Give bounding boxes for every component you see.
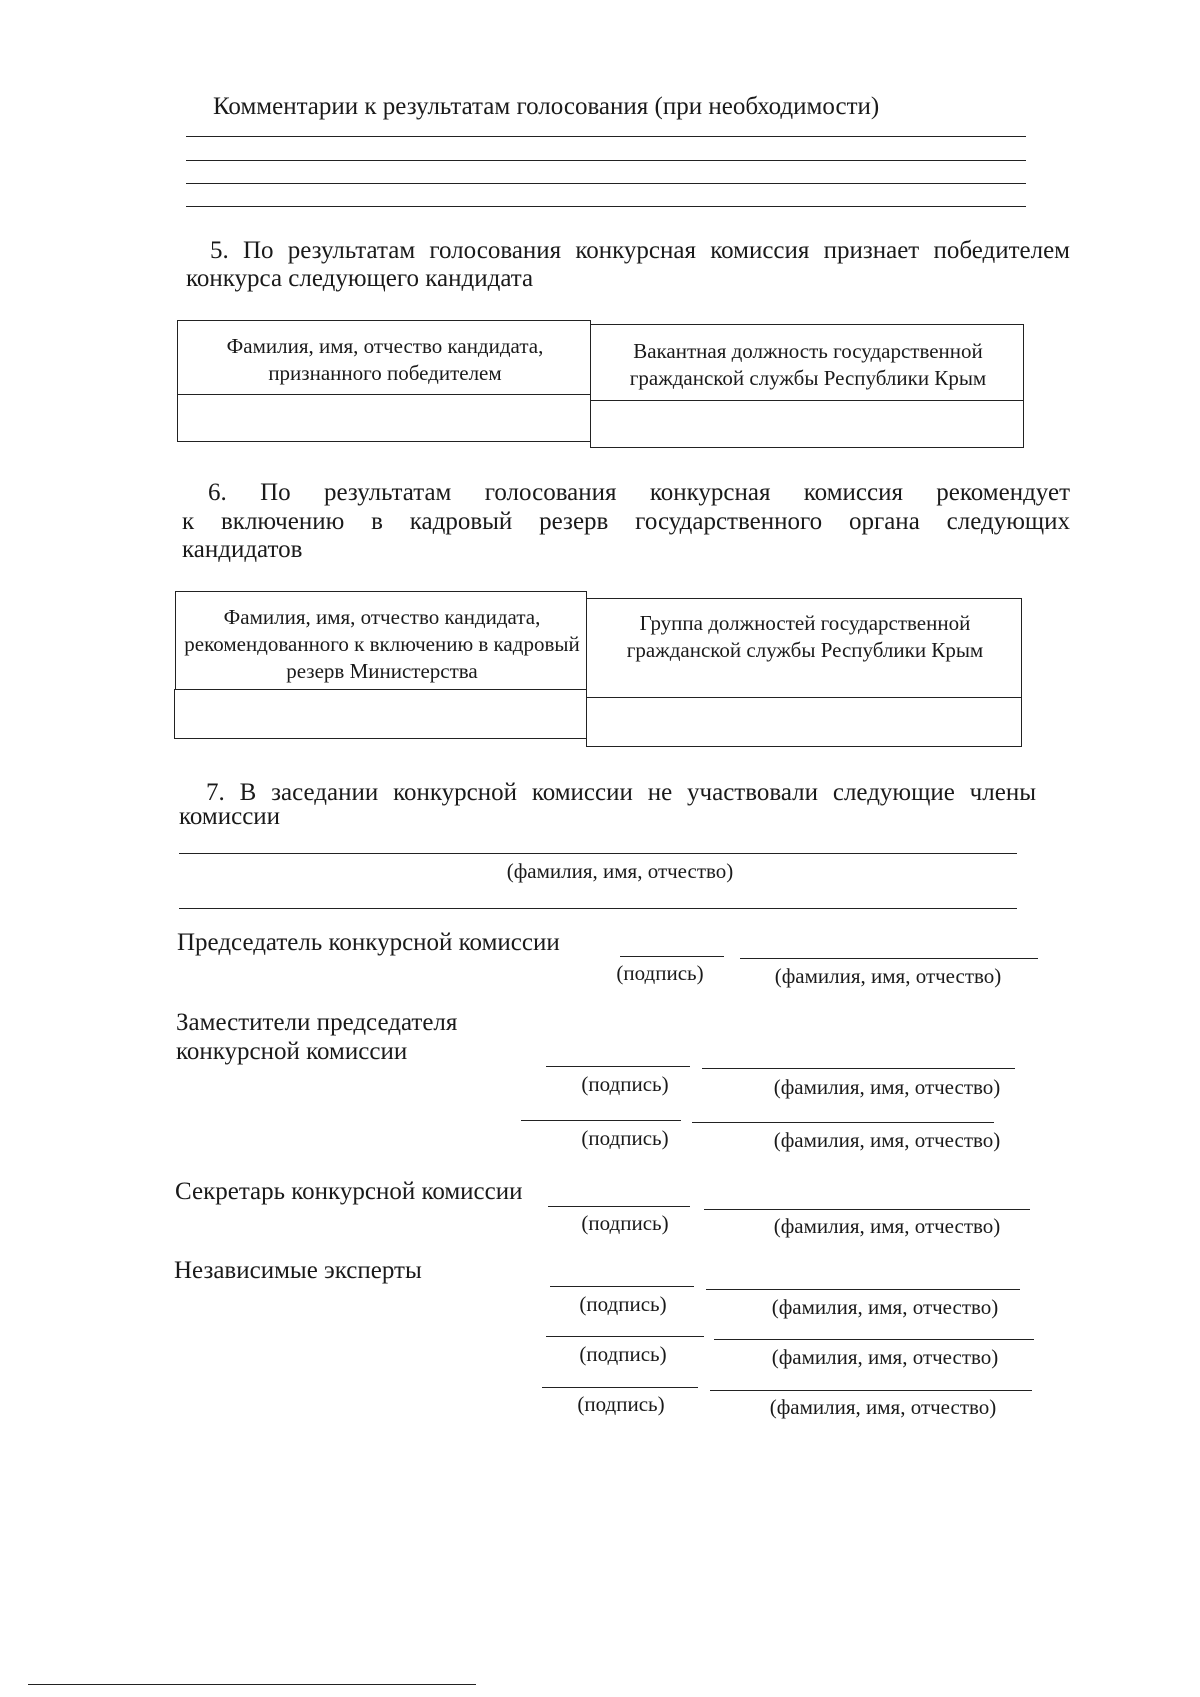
section7-text-line1: 7. В заседании конкурсной комиссии не участвовали следующие члены [206,779,1036,806]
expert1-name-caption: (фамилия, имя, отчество) [771,1295,999,1319]
chairman-name-caption: (фамилия, имя, отчество) [774,964,1002,988]
deputy2-name-line [692,1122,994,1123]
absent-member-line-1 [179,853,1017,854]
section7-text-line2: комиссии [179,803,281,830]
deputy2-name-caption: (фамилия, имя, отчество) [773,1128,1001,1152]
section5-col1-header: Фамилия, имя, отчество кандидата, признанного победителем [226,334,544,385]
comment-line-4 [186,206,1026,207]
chairman-name-line [740,958,1038,959]
section6-text-line1: 6. По результатам голосования конкурсная комиссия рекомендует [208,479,1070,506]
deputies-label-line1: Заместители председателя [176,1009,458,1036]
deputies-label-line2: конкурсной комиссии [176,1038,408,1065]
section6-text-line2: к включению в кадровый резерв государственного органа следующих [182,508,1070,535]
deputy1-name-line [702,1068,1015,1069]
section5-header-cell-1 [177,320,591,395]
expert2-name-caption: (фамилия, имя, отчество) [771,1345,999,1369]
expert3-signature-caption: (подпись) [577,1392,665,1416]
expert1-name-line [706,1289,1020,1290]
expert2-name-line [714,1339,1034,1340]
comment-line-2 [186,160,1026,161]
chairman-signature-line [620,956,724,957]
section5-value-cell-2 [590,400,1024,448]
comment-line-1 [186,136,1026,137]
expert1-signature-caption: (подпись) [579,1292,667,1316]
chairman-signature-caption: (подпись) [616,961,704,985]
secretary-signature-line [548,1206,690,1207]
comments-label: Комментарии к результатам голосования (при необходимости) [213,93,880,120]
comment-line-3 [186,183,1026,184]
expert1-signature-line [550,1286,694,1287]
section5-col2-header: Вакантная должность государственной гражданской службы Республики Крым [629,339,987,390]
absent-member-line-2 [179,908,1017,909]
secretary-signature-caption: (подпись) [581,1211,669,1235]
expert3-signature-line [542,1387,698,1388]
section5-text-line2: конкурса следующего кандидата [186,265,534,292]
expert2-signature-caption: (подпись) [579,1342,667,1366]
section5-value-cell-1 [177,394,591,442]
section6-value-cell-1 [174,689,587,739]
section5-text-line1: 5. По результатам голосования конкурсная комиссия признает победителем [210,237,1070,264]
section5-header-cell-2 [590,324,1024,401]
deputy1-signature-line [546,1066,690,1067]
absent-member-name-caption: (фамилия, имя, отчество) [506,859,734,883]
expert3-name-line [710,1390,1032,1391]
experts-label: Независимые эксперты [174,1257,422,1284]
expert2-signature-line [546,1336,704,1337]
deputy1-signature-caption: (подпись) [581,1072,669,1096]
secretary-name-line [704,1209,1030,1210]
section6-value-cell-2 [586,697,1022,747]
section6-text-line3: кандидатов [182,536,303,563]
secretary-name-caption: (фамилия, имя, отчество) [773,1214,1001,1238]
deputy2-signature-caption: (подпись) [581,1126,669,1150]
deputy1-name-caption: (фамилия, имя, отчество) [773,1075,1001,1099]
section6-header-cell-2 [586,598,1022,698]
section6-col1-header: Фамилия, имя, отчество кандидата, рекомендованного к включению в кадровый резерв Министерства [184,605,580,683]
section6-header-cell-1 [175,591,587,690]
expert3-name-caption: (фамилия, имя, отчество) [769,1395,997,1419]
section6-col2-header: Группа должностей государственной гражданской службы Республики Крым [626,611,984,662]
footer-rule [28,1684,476,1685]
chairman-label: Председатель конкурсной комиссии [177,929,560,956]
deputy2-signature-line [521,1120,681,1121]
secretary-label: Секретарь конкурсной комиссии [175,1178,523,1205]
